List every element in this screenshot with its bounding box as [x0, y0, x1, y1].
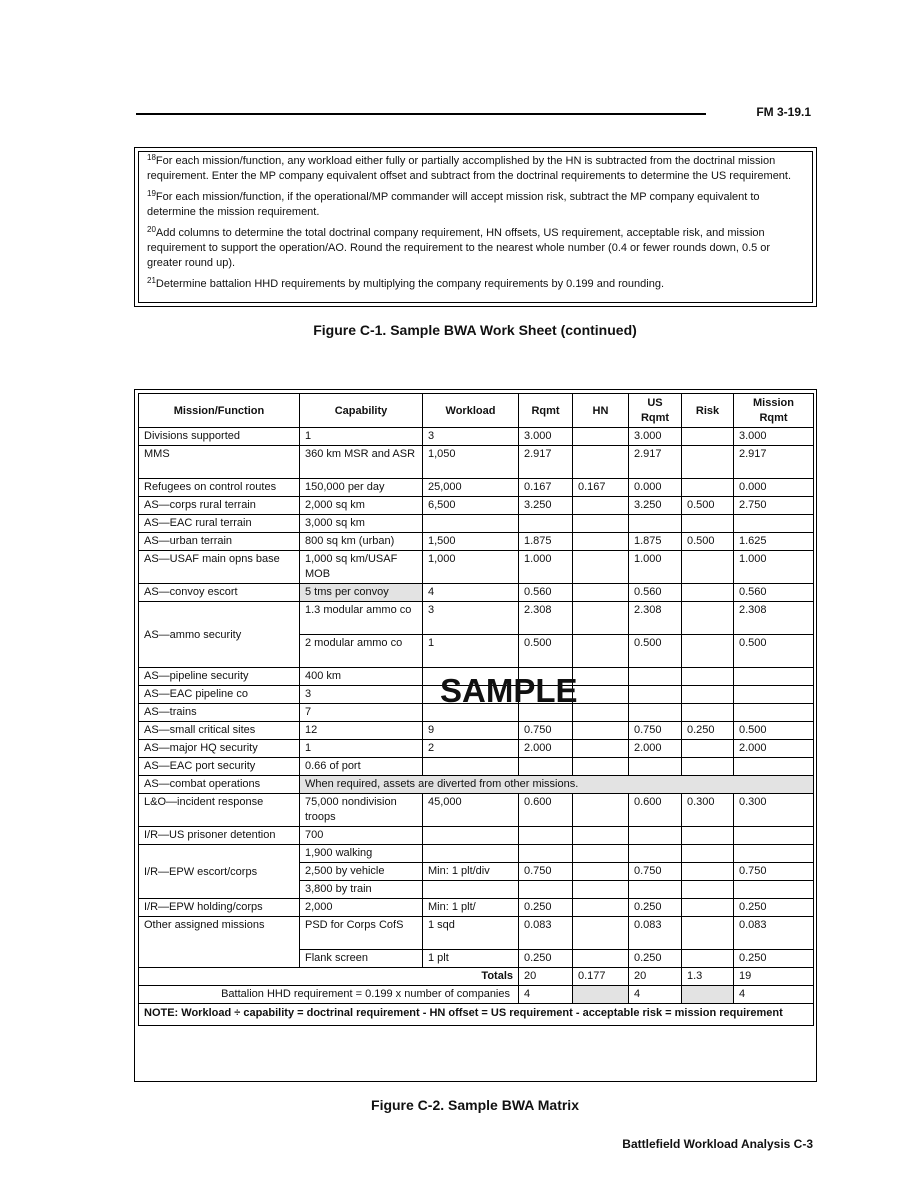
table-cell: 2.000 [734, 740, 814, 758]
table-cell [573, 704, 629, 722]
table-cell [573, 722, 629, 740]
table-cell: 0.250 [629, 899, 682, 917]
table-cell: Divisions supported [139, 428, 300, 446]
table-row [139, 845, 814, 863]
bwa-matrix-box [134, 389, 817, 1082]
table-row [139, 776, 814, 794]
table-cell: MMS [139, 446, 300, 479]
table-cell: 1.875 [519, 533, 573, 551]
table-cell [682, 917, 734, 950]
table-cell [573, 740, 629, 758]
table-cell [682, 845, 734, 863]
table-cell [573, 986, 629, 1004]
col-header: Mission Rqmt [734, 394, 814, 428]
table-cell [573, 428, 629, 446]
table-cell [573, 551, 629, 584]
table-cell [682, 479, 734, 497]
footnote-19: $^{19}$For each mission/function, if the operational/MP commander will accept mission risk, subtract the MP company equivalent to determine the mission requirement. [147, 189, 760, 218]
table-cell: 7 [300, 704, 423, 722]
table-cell [682, 986, 734, 1004]
table-cell: AS—EAC pipeline co [139, 686, 300, 704]
figure-caption-c2: Figure C-2. Sample BWA Matrix [371, 1097, 579, 1113]
table-cell [423, 881, 519, 899]
table-cell: 700 [300, 827, 423, 845]
table-row [139, 551, 814, 584]
table-cell [573, 515, 629, 533]
table-cell: 360 km MSR and ASR [300, 446, 423, 479]
table-cell: I/R—EPW holding/corps [139, 899, 300, 917]
table-cell: 0.66 of port [300, 758, 423, 776]
table-cell [682, 863, 734, 881]
table-cell: AS—ammo security [139, 602, 300, 668]
table-cell [682, 686, 734, 704]
table-cell: 1.3 [682, 968, 734, 986]
table-cell: 0.250 [629, 950, 682, 968]
table-cell: 0.250 [734, 950, 814, 968]
table-cell: 3 [423, 602, 519, 635]
table-cell: 3.000 [734, 428, 814, 446]
table-row [139, 602, 814, 635]
table-row [139, 794, 814, 827]
col-header: Workload [423, 394, 519, 428]
page-footer: Battlefield Workload Analysis C-3 [622, 1137, 813, 1151]
table-cell [734, 704, 814, 722]
table-cell: AS—convoy escort [139, 584, 300, 602]
table-cell: 0.560 [629, 584, 682, 602]
table-cell: AS—pipeline security [139, 668, 300, 686]
table-cell: Totals [139, 968, 519, 986]
table-cell: 2.308 [629, 602, 682, 635]
table-cell [423, 758, 519, 776]
table-cell: 0.500 [682, 497, 734, 515]
table-row [139, 428, 814, 446]
figure-caption-c1: Figure C-1. Sample BWA Work Sheet (continued) [313, 322, 637, 338]
table-cell: 0.250 [519, 899, 573, 917]
col-header: Risk [682, 394, 734, 428]
table-cell [682, 584, 734, 602]
table-cell: 0.083 [519, 917, 573, 950]
table-cell [682, 551, 734, 584]
table-cell: 0.250 [682, 722, 734, 740]
table-cell: 12 [300, 722, 423, 740]
footnote-20: $^{20}$Add columns to determine the total doctrinal company requirement, HN offsets, US requirement, acceptable risk, and mission requirement to support the operation/AO. Round the requirement to the nearest whole number (0.4 or fewer rounds down, 0.5 or greater round up). [147, 225, 771, 269]
table-cell: 2.000 [629, 740, 682, 758]
table-row [139, 497, 814, 515]
header-row [139, 394, 814, 428]
table-cell [573, 863, 629, 881]
table-row [139, 827, 814, 845]
totals-row [139, 968, 814, 986]
table-cell: AS—USAF main opns base [139, 551, 300, 584]
table-cell [734, 686, 814, 704]
table-cell: Battalion HHD requirement = 0.199 x number of companies [139, 986, 519, 1004]
table-cell: 3,800 by train [300, 881, 423, 899]
table-cell: 45,000 [423, 794, 519, 827]
table-cell: AS—small critical sites [139, 722, 300, 740]
table-row [139, 917, 814, 950]
table-cell: 0.750 [629, 722, 682, 740]
table-cell: 0.560 [734, 584, 814, 602]
table-cell [734, 881, 814, 899]
manual-code: FM 3-19.1 [756, 105, 811, 119]
table-cell: 3.250 [629, 497, 682, 515]
table-cell: 1 sqd [423, 917, 519, 950]
table-cell: AS—EAC rural terrain [139, 515, 300, 533]
table-cell: 0.750 [734, 863, 814, 881]
table-cell: AS—combat operations [139, 776, 300, 794]
header-rule [136, 113, 706, 115]
table-cell: 800 sq km (urban) [300, 533, 423, 551]
table-cell: 1.000 [519, 551, 573, 584]
table-cell: 1,000 [423, 551, 519, 584]
table-row [139, 515, 814, 533]
table-cell: 1 [423, 635, 519, 668]
table-cell: Min: 1 plt/div [423, 863, 519, 881]
table-cell: 1,000 sq km/USAF MOB [300, 551, 423, 584]
table-cell: PSD for Corps CofS [300, 917, 423, 950]
table-cell [573, 881, 629, 899]
table-row [139, 899, 814, 917]
table-cell [734, 515, 814, 533]
table-cell: 6,500 [423, 497, 519, 515]
table-cell: 2.000 [519, 740, 573, 758]
table-cell: 3,000 sq km [300, 515, 423, 533]
footnote-21: $^{21}$Determine battalion HHD requirements by multiplying the company requirements by 0.199 and rounding. [147, 276, 665, 290]
table-cell: 4 [519, 986, 573, 1004]
table-cell: 75,000 nondivision troops [300, 794, 423, 827]
table-cell: 0.250 [519, 950, 573, 968]
table-cell [629, 845, 682, 863]
table-cell [682, 740, 734, 758]
table-cell [629, 881, 682, 899]
table-cell [734, 668, 814, 686]
table-cell: 1,050 [423, 446, 519, 479]
table-cell [573, 950, 629, 968]
table-row [139, 533, 814, 551]
table-cell [573, 668, 629, 686]
table-cell [682, 428, 734, 446]
col-header: Mission/Function [139, 394, 300, 428]
table-cell [682, 602, 734, 635]
table-cell: 0.000 [734, 479, 814, 497]
table-cell: AS—urban terrain [139, 533, 300, 551]
note-row [139, 1004, 814, 1026]
table-cell: 0.300 [734, 794, 814, 827]
table-cell: 4 [423, 584, 519, 602]
table-cell [682, 446, 734, 479]
table-cell: 2,000 sq km [300, 497, 423, 515]
table-cell [734, 827, 814, 845]
table-cell: 150,000 per day [300, 479, 423, 497]
table-cell [519, 758, 573, 776]
table-cell: 3.000 [519, 428, 573, 446]
table-cell: L&O—incident response [139, 794, 300, 827]
table-cell: 1.625 [734, 533, 814, 551]
table-cell: 19 [734, 968, 814, 986]
table-cell [423, 845, 519, 863]
footnote-18: $^{18}$For each mission/function, any workload either fully or partially accomplished by the HN is subtracted from the doctrinal mission requirement. Enter the MP company equivalent offset and subtract from the doctrinal requirements to determine the US requirement. [147, 153, 792, 182]
table-cell: 0.750 [519, 722, 573, 740]
table-cell: 3.000 [629, 428, 682, 446]
table-cell: 1.000 [629, 551, 682, 584]
table-cell [573, 758, 629, 776]
table-cell: 0.177 [573, 968, 629, 986]
table-cell: 3 [300, 686, 423, 704]
table-cell: 1.3 modular ammo co [300, 602, 423, 635]
table-cell: 0.500 [519, 635, 573, 668]
table-cell [629, 668, 682, 686]
table-cell: 2.917 [734, 446, 814, 479]
table-cell: 0.300 [682, 794, 734, 827]
table-cell [682, 881, 734, 899]
table-cell: 0.167 [519, 479, 573, 497]
table-cell [573, 446, 629, 479]
table-cell: 2.308 [519, 602, 573, 635]
table-cell [682, 950, 734, 968]
col-header: Capability [300, 394, 423, 428]
table-cell: AS—corps rural terrain [139, 497, 300, 515]
table-cell: 0.000 [629, 479, 682, 497]
table-cell: 2,000 [300, 899, 423, 917]
footnotes-inner [138, 151, 813, 303]
table-row [139, 584, 814, 602]
table-cell [629, 758, 682, 776]
footnotes-box [134, 147, 817, 307]
table-cell: 2.308 [734, 602, 814, 635]
table-cell [573, 845, 629, 863]
table-cell [682, 827, 734, 845]
table-cell: 4 [629, 986, 682, 1004]
table-cell: 2.750 [734, 497, 814, 515]
table-cell: 0.750 [629, 863, 682, 881]
table-cell [734, 758, 814, 776]
table-cell: When required, assets are diverted from other missions. [300, 776, 814, 794]
table-cell: 0.560 [519, 584, 573, 602]
table-cell [573, 686, 629, 704]
table-cell [629, 686, 682, 704]
table-cell: 400 km [300, 668, 423, 686]
table-cell [573, 917, 629, 950]
table-cell [629, 704, 682, 722]
table-row [139, 479, 814, 497]
table-cell: I/R—EPW escort/corps [139, 845, 300, 899]
table-cell: AS—EAC port security [139, 758, 300, 776]
table-cell: 9 [423, 722, 519, 740]
table-cell [573, 533, 629, 551]
table-cell [682, 515, 734, 533]
table-cell: 0.500 [629, 635, 682, 668]
table-cell: 0.250 [734, 899, 814, 917]
table-cell [682, 668, 734, 686]
table-cell: 1.875 [629, 533, 682, 551]
table-cell: 1.000 [734, 551, 814, 584]
table-cell: 3.250 [519, 497, 573, 515]
table-cell [573, 497, 629, 515]
table-cell: 1 [300, 740, 423, 758]
table-cell: 20 [629, 968, 682, 986]
table-cell: 0.083 [629, 917, 682, 950]
table-cell: 0.500 [682, 533, 734, 551]
table-cell [629, 827, 682, 845]
table-cell: 0.750 [519, 863, 573, 881]
col-header: Rqmt [519, 394, 573, 428]
table-cell: 1 plt [423, 950, 519, 968]
table-cell [423, 515, 519, 533]
table-cell: 0.083 [734, 917, 814, 950]
table-cell [519, 881, 573, 899]
table-cell: 2.917 [519, 446, 573, 479]
table-cell [519, 845, 573, 863]
col-header: US Rqmt [629, 394, 682, 428]
table-cell [682, 635, 734, 668]
table-cell: 25,000 [423, 479, 519, 497]
table-cell [682, 704, 734, 722]
table-cell: Flank screen [300, 950, 423, 968]
table-cell: 1,900 walking [300, 845, 423, 863]
table-cell [573, 584, 629, 602]
table-row [139, 446, 814, 479]
table-cell: 0.600 [629, 794, 682, 827]
table-row [139, 722, 814, 740]
table-cell: 0.600 [519, 794, 573, 827]
table-cell [682, 758, 734, 776]
table-cell [573, 794, 629, 827]
table-cell: 0.167 [573, 479, 629, 497]
table-cell [519, 515, 573, 533]
table-row [139, 758, 814, 776]
table-cell: NOTE: Workload ÷ capability = doctrinal requirement - HN offset = US requirement - acceptable risk = mission requirement [139, 1004, 814, 1026]
table-cell [573, 635, 629, 668]
table-cell: Refugees on control routes [139, 479, 300, 497]
table-cell: 2 modular ammo co [300, 635, 423, 668]
table-cell [423, 827, 519, 845]
battalion-row [139, 986, 814, 1004]
table-cell [734, 845, 814, 863]
table-cell: 0.500 [734, 635, 814, 668]
table-cell: I/R—US prisoner detention [139, 827, 300, 845]
table-cell [573, 827, 629, 845]
table-cell: AS—major HQ security [139, 740, 300, 758]
table-cell: Min: 1 plt/ [423, 899, 519, 917]
sample-watermark: SAMPLE [440, 672, 578, 709]
table-cell: 5 tms per convoy [300, 584, 423, 602]
table-cell: 2,500 by vehicle [300, 863, 423, 881]
table-cell: 0.500 [734, 722, 814, 740]
table-cell [682, 899, 734, 917]
table-cell: 1,500 [423, 533, 519, 551]
table-cell [573, 899, 629, 917]
table-cell [573, 602, 629, 635]
table-cell: 4 [734, 986, 814, 1004]
table-cell [519, 827, 573, 845]
table-cell: 1 [300, 428, 423, 446]
table-cell: 2.917 [629, 446, 682, 479]
table-row [139, 740, 814, 758]
table-cell: 3 [423, 428, 519, 446]
col-header: HN [573, 394, 629, 428]
table-cell: 2 [423, 740, 519, 758]
table-cell: AS—trains [139, 704, 300, 722]
table-cell: Other assigned missions [139, 917, 300, 968]
table-cell [629, 515, 682, 533]
table-cell: 20 [519, 968, 573, 986]
